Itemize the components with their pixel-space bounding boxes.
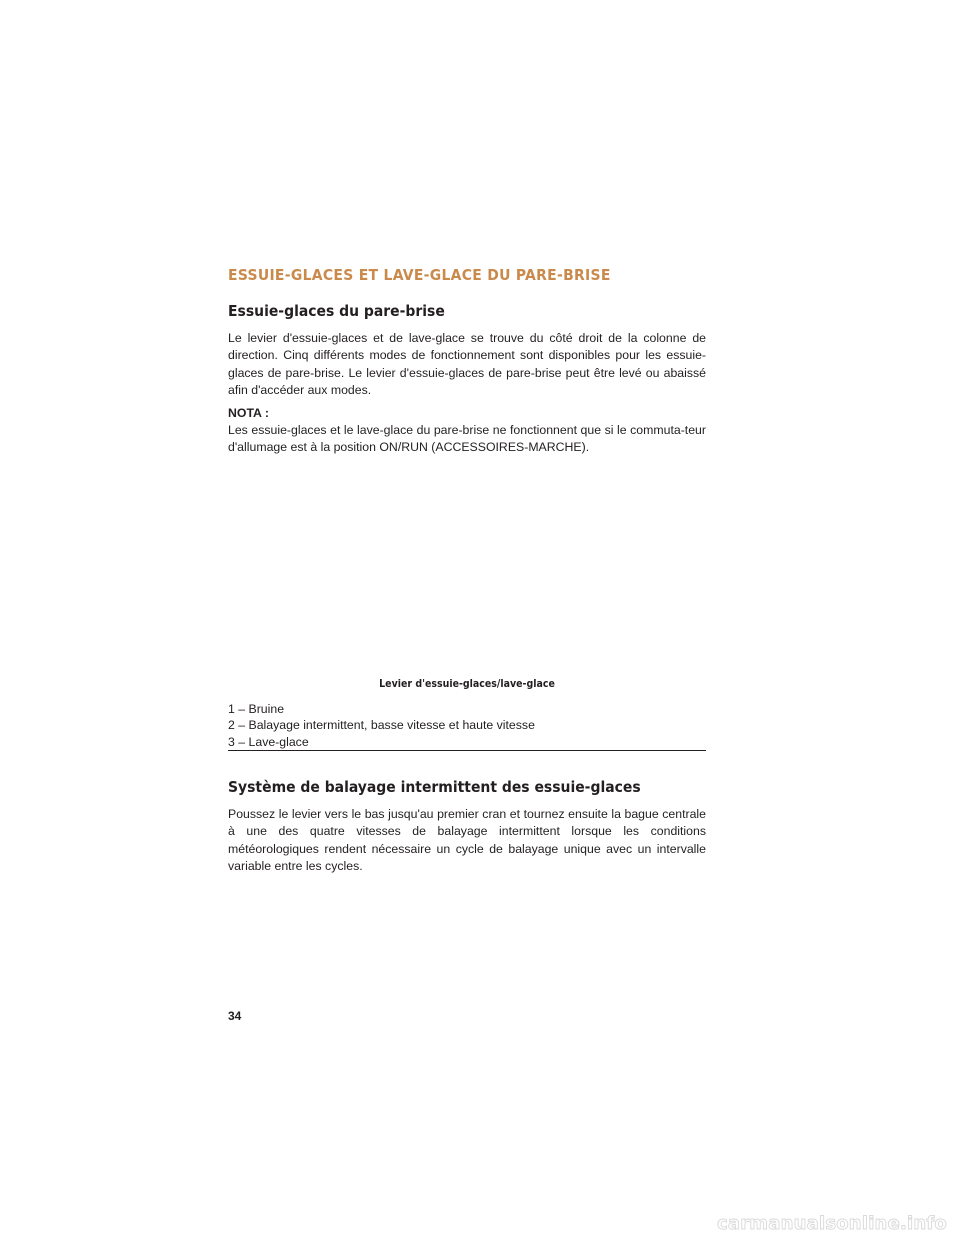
wipers-paragraph: Le levier d'essuie-glaces et de lave-glace se trouve du côté droit de la colonne de direction. Cinq différents modes de fonctionnement sont disponibles pour les essuie-glaces de pare-brise. Le levier d'essuie-glaces de pare-brise peut être levé ou abaissé afin d'accéder aux modes. xyxy=(228,331,706,397)
note-text: Les essuie-glaces et le lave-glace du pare-brise ne fonctionnent que si le commuta-teur d'allumage est à la position ON/RUN (ACCESSOIRES-MARCHE). xyxy=(228,423,706,455)
figure-legend xyxy=(228,701,706,750)
legend-item-3: 3 – Lave-glace xyxy=(228,734,309,749)
section-title: ESSUIE-GLACES ET LAVE-GLACE DU PARE-BRISE xyxy=(228,266,611,284)
legend-item-2: 2 – Balayage intermittent, basse vitesse et haute vitesse xyxy=(228,718,535,733)
svg-text:carmanualsonline.info: carmanualsonline.info xyxy=(716,1213,948,1234)
legend-item-1: 1 – Bruine xyxy=(228,702,285,716)
figure-placeholder xyxy=(228,466,706,670)
figure-caption: Levier d'essuie-glaces/lave-glace xyxy=(379,678,555,690)
watermark-logo-image xyxy=(714,1211,950,1235)
legend-divider xyxy=(228,750,706,751)
subsection-heading-intermittent: Système de balayage intermittent des essuie-glaces xyxy=(228,778,641,796)
intermittent-paragraph: Poussez le levier vers le bas jusqu'au premier cran et tournez ensuite la bague centrale à une des quatre vitesses de balayage intermittent lorsque les conditions météorologiques rendent nécessaire un cycle de balayage unique avec un intervalle variable entre les cycles. xyxy=(228,807,706,873)
watermark-logo xyxy=(712,1210,952,1236)
note-label: NOTA : xyxy=(228,406,269,420)
page-number: 34 xyxy=(228,1009,242,1023)
subsection-heading-wipers: Essuie-glaces du pare-brise xyxy=(228,302,445,320)
